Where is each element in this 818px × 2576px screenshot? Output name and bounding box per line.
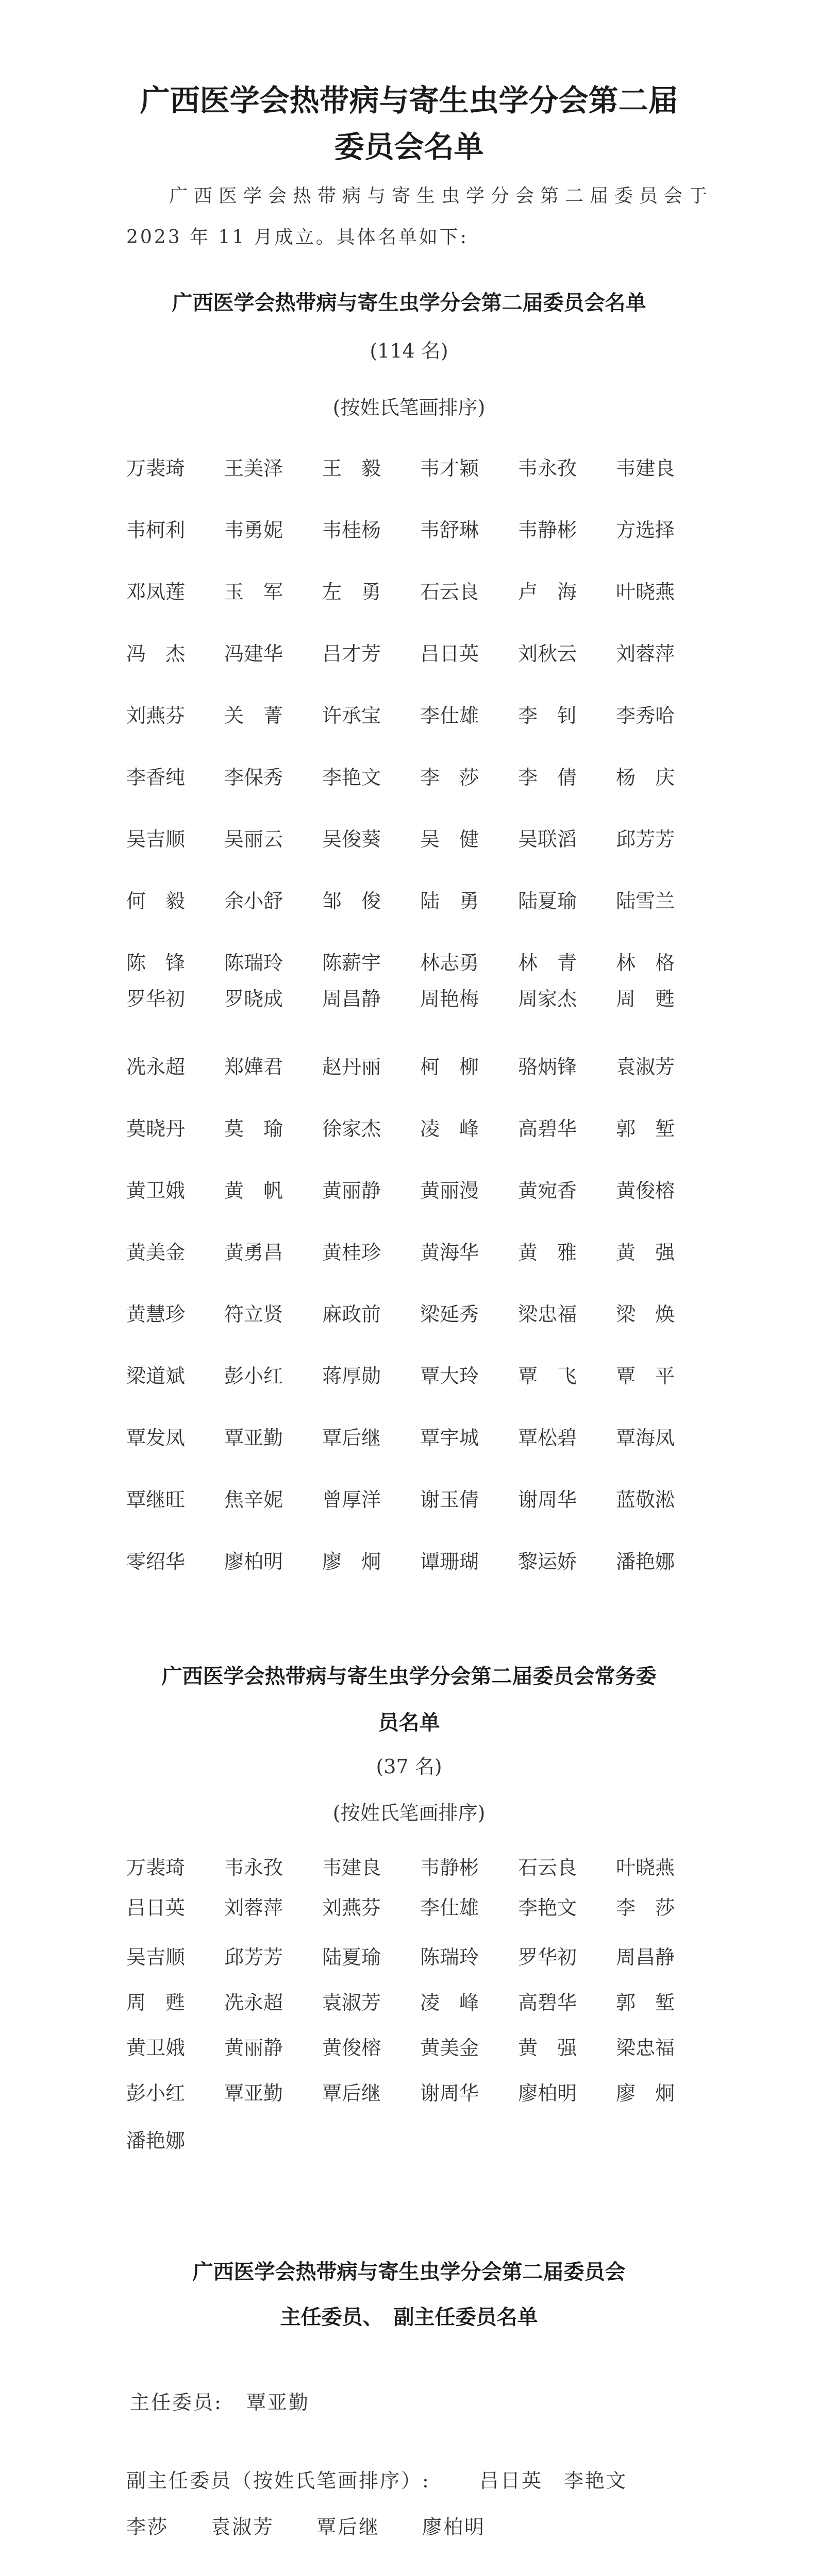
member-name: 吕日英 [420, 642, 479, 665]
member-name: 凌 峰 [420, 1117, 479, 1140]
intro-line2: 2023 年 11 月成立。具体名单如下: [126, 227, 469, 248]
section2-order: (按姓氏笔画排序) [332, 1802, 486, 1824]
member-name: 黄 帆 [224, 1179, 283, 1202]
member-name: 吴吉顺 [126, 1946, 186, 1969]
member-name: 黄丽静 [322, 1179, 381, 1202]
member-name: 黄俊榕 [322, 2037, 381, 2059]
member-name: 刘燕芬 [126, 704, 186, 727]
member-name: 陈薪宇 [322, 952, 381, 974]
member-name: 吕日英 [126, 1896, 186, 1919]
member-name: 刘蓉萍 [616, 642, 675, 665]
vice-chair-names-line2: 李莎 袁淑芳 覃后继 廖柏明 [126, 2516, 486, 2538]
member-name: 覃 平 [616, 1365, 675, 1387]
member-name: 黄丽漫 [420, 1179, 479, 1202]
member-name: 覃亚勤 [224, 1427, 283, 1449]
member-name: 骆炳锋 [518, 1056, 577, 1078]
member-name: 刘燕芬 [322, 1896, 381, 1919]
member-name: 凌 峰 [420, 1991, 479, 2014]
member-name: 吴俊葵 [322, 828, 381, 851]
vice-chair-names-line1: 吕日英 李艳文 [479, 2469, 628, 2492]
member-name: 林 格 [616, 952, 675, 974]
member-name: 谭珊瑚 [420, 1550, 479, 1573]
member-name: 陈瑞玲 [224, 952, 283, 974]
section3-title-line1: 广西医学会热带病与寄生虫学分会第二届委员会 [192, 2260, 626, 2284]
member-name: 陆夏瑜 [322, 1946, 381, 1969]
member-name: 玉 军 [224, 581, 283, 603]
member-name: 关 菁 [224, 704, 283, 727]
member-name: 冼永超 [224, 1991, 283, 2014]
member-name: 零绍华 [126, 1550, 186, 1573]
member-name: 陈瑞玲 [420, 1946, 479, 1969]
member-name: 李 钊 [518, 704, 577, 727]
member-name: 黄 强 [518, 2037, 577, 2059]
member-name: 梁 焕 [616, 1303, 675, 1326]
member-name: 林 青 [518, 952, 577, 974]
member-name: 罗晓成 [224, 988, 283, 1010]
member-name: 吴吉顺 [126, 828, 186, 851]
member-name: 焦辛妮 [224, 1488, 283, 1511]
member-name: 吴 健 [420, 828, 479, 851]
member-name: 袁淑芳 [616, 1056, 675, 1078]
section3-title-line2: 主任委员、 副主任委员名单 [280, 2306, 538, 2329]
member-name: 潘艳娜 [616, 1550, 675, 1573]
member-name: 周艳梅 [420, 988, 479, 1010]
member-name: 邱芳芳 [224, 1946, 283, 1969]
member-name: 廖柏明 [518, 2082, 577, 2105]
member-name: 黄慧珍 [126, 1303, 186, 1326]
member-name: 何 毅 [126, 890, 186, 912]
member-name: 石云良 [518, 1856, 577, 1879]
member-name: 韦永孜 [224, 1856, 283, 1879]
member-name: 徐家杰 [322, 1117, 381, 1140]
member-name: 覃后继 [322, 2082, 381, 2105]
member-name: 周家杰 [518, 988, 577, 1010]
chair-label: 主任委员: [130, 2391, 223, 2414]
member-name: 黄俊榕 [616, 1179, 675, 1202]
member-name: 郑嬅君 [224, 1056, 283, 1078]
member-name: 韦柯利 [126, 519, 186, 541]
member-name: 邱芳芳 [616, 828, 675, 851]
member-name: 蓝敬淞 [616, 1488, 675, 1511]
member-name: 左 勇 [322, 581, 381, 603]
member-name: 李 倩 [518, 766, 577, 789]
section1-count: (114 名) [370, 340, 448, 362]
member-name: 邹 俊 [322, 890, 381, 912]
member-name: 韦才颖 [420, 457, 479, 480]
member-name: 李仕雄 [420, 1896, 479, 1919]
member-name: 周 甦 [126, 1991, 186, 2014]
document-title-line2: 委员会名单 [334, 129, 484, 164]
member-name: 黄美金 [420, 2037, 479, 2059]
member-name: 李仕雄 [420, 704, 479, 727]
member-name: 覃发凤 [126, 1427, 186, 1449]
member-name: 李 莎 [616, 1896, 675, 1919]
member-name: 郭 堑 [616, 1117, 675, 1140]
member-name: 罗华初 [518, 1946, 577, 1969]
member-name: 余小舒 [224, 890, 283, 912]
member-name: 陆雪兰 [616, 890, 675, 912]
member-name: 韦静彬 [420, 1856, 479, 1879]
member-name: 冼永超 [126, 1056, 186, 1078]
member-name: 彭小红 [126, 2082, 186, 2105]
member-name: 李 莎 [420, 766, 479, 789]
member-name: 万裴琦 [126, 457, 186, 480]
member-name: 黎运娇 [518, 1550, 577, 1573]
member-name: 覃继旺 [126, 1488, 186, 1511]
section2-title-line2: 员名单 [378, 1711, 440, 1735]
member-name: 周 甦 [616, 988, 675, 1010]
member-name: 赵丹丽 [322, 1056, 381, 1078]
member-name: 刘秋云 [518, 642, 577, 665]
member-name: 吕才芳 [322, 642, 381, 665]
member-name: 高碧华 [518, 1117, 577, 1140]
member-name: 符立贤 [224, 1303, 283, 1326]
member-name: 吴联滔 [518, 828, 577, 851]
document-title-line1: 广西医学会热带病与寄生虫学分会第二届 [140, 83, 678, 118]
member-name: 石云良 [420, 581, 479, 603]
member-name: 谢周华 [518, 1488, 577, 1511]
member-name: 黄 强 [616, 1241, 675, 1264]
member-name: 覃松碧 [518, 1427, 577, 1449]
member-name: 覃大玲 [420, 1365, 479, 1387]
member-name: 刘蓉萍 [224, 1896, 283, 1919]
member-name: 韦舒琳 [420, 519, 479, 541]
vice-chair-label: 副主任委员（按姓氏笔画排序）: [126, 2469, 430, 2492]
member-name: 谢周华 [420, 2082, 479, 2105]
member-name: 柯 柳 [420, 1056, 479, 1078]
member-name: 卢 海 [518, 581, 577, 603]
member-name: 覃亚勤 [224, 2082, 283, 2105]
member-name: 冯建华 [224, 642, 283, 665]
member-name: 覃宇城 [420, 1427, 479, 1449]
member-name: 麻政前 [322, 1303, 381, 1326]
member-name: 万裴琦 [126, 1856, 186, 1879]
member-name: 叶晓燕 [616, 581, 675, 603]
member-name: 梁道斌 [126, 1365, 186, 1387]
member-name: 杨 庆 [616, 766, 675, 789]
member-name: 覃后继 [322, 1427, 381, 1449]
member-name: 邓凤莲 [126, 581, 186, 603]
member-name: 黄卫娥 [126, 1179, 186, 1202]
member-name: 蒋厚勋 [322, 1365, 381, 1387]
member-name: 王 毅 [322, 457, 381, 480]
member-name: 李秀哈 [616, 704, 675, 727]
section1-order: (按姓氏笔画排序) [332, 396, 486, 419]
member-name: 梁延秀 [420, 1303, 479, 1326]
chair-name: 覃亚勤 [246, 2391, 310, 2414]
member-name: 李香纯 [126, 766, 186, 789]
member-name: 廖柏明 [224, 1550, 283, 1573]
member-name: 冯 杰 [126, 642, 186, 665]
member-name: 李艳文 [322, 766, 381, 789]
member-name: 高碧华 [518, 1991, 577, 2014]
member-name: 王美泽 [224, 457, 283, 480]
member-name: 韦建良 [322, 1856, 381, 1879]
member-name: 潘艳娜 [126, 2129, 186, 2152]
member-name: 廖 炯 [616, 2082, 675, 2105]
member-name: 黄卫娥 [126, 2037, 186, 2059]
member-name: 韦静彬 [518, 519, 577, 541]
intro-line1: 广西医学会热带病与寄生虫学分会第二届委员会于 [169, 185, 714, 207]
member-name: 许承宝 [322, 704, 381, 727]
member-name: 黄 雅 [518, 1241, 577, 1264]
section1-title: 广西医学会热带病与寄生虫学分会第二届委员会名单 [172, 291, 646, 315]
member-name: 覃海凤 [616, 1427, 675, 1449]
member-name: 莫 瑜 [224, 1117, 283, 1140]
member-name: 方选择 [616, 519, 675, 541]
member-name: 袁淑芳 [322, 1991, 381, 2014]
member-name: 李艳文 [518, 1896, 577, 1919]
member-name: 罗华初 [126, 988, 186, 1010]
section2-count: (37 名) [376, 1755, 442, 1778]
member-name: 陆夏瑜 [518, 890, 577, 912]
member-name: 韦建良 [616, 457, 675, 480]
member-name: 周昌静 [322, 988, 381, 1010]
member-name: 陈 锋 [126, 952, 186, 974]
member-name: 周昌静 [616, 1946, 675, 1969]
member-name: 吴丽云 [224, 828, 283, 851]
member-name: 曾厚洋 [322, 1488, 381, 1511]
member-name: 黄海华 [420, 1241, 479, 1264]
member-name: 莫晓丹 [126, 1117, 186, 1140]
member-name: 廖 炯 [322, 1550, 381, 1573]
member-name: 李保秀 [224, 766, 283, 789]
member-name: 梁忠福 [518, 1303, 577, 1326]
member-name: 陆 勇 [420, 890, 479, 912]
member-name: 梁忠福 [616, 2037, 675, 2059]
member-name: 覃 飞 [518, 1365, 577, 1387]
member-name: 黄勇昌 [224, 1241, 283, 1264]
member-name: 叶晓燕 [616, 1856, 675, 1879]
member-name: 韦永孜 [518, 457, 577, 480]
member-name: 黄美金 [126, 1241, 186, 1264]
section2-title-line1: 广西医学会热带病与寄生虫学分会第二届委员会常务委 [161, 1665, 657, 1688]
member-name: 黄桂珍 [322, 1241, 381, 1264]
member-name: 郭 堑 [616, 1991, 675, 2014]
member-name: 黄丽静 [224, 2037, 283, 2059]
member-name: 韦桂杨 [322, 519, 381, 541]
member-name: 林志勇 [420, 952, 479, 974]
member-name: 韦勇妮 [224, 519, 283, 541]
member-name: 彭小红 [224, 1365, 283, 1387]
member-name: 黄宛香 [518, 1179, 577, 1202]
member-name: 谢玉倩 [420, 1488, 479, 1511]
